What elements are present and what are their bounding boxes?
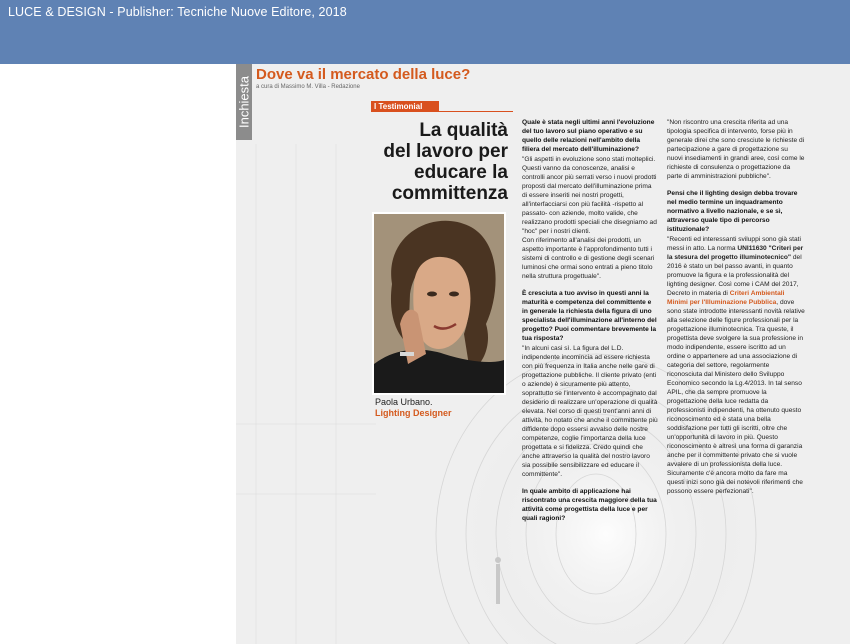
window-title: LUCE & DESIGN - Publisher: Tecniche Nuove Editore, 2018 <box>8 5 347 19</box>
portrait-photo <box>374 214 504 393</box>
answer: "Non riscontro una crescita riferita ad una tipologia specifica di intervento, forse più in generale direi che sono cresciute le richieste di partecipazione a gare di progettazione su nuovi insediamenti in grandi aree, così come le richieste di consulenza o progettazione da parte di amministrazioni pubbliche". <box>667 119 805 180</box>
answer: "Gli aspetti in evoluzione sono stati molteplici. Questi vanno da conoscenze, analisi e controlli ancor più serrati verso i nuovi prodotti proposti dal mercato dell'illuminazione prima di essere inseriti nei nostri progetti, all'interfacciarsi con più facilità -rispetto al passato- con aziende, molto valide, che realizzano prodotti speciali che disegniamo ad "hoc" per i nostri clienti. <box>522 156 657 235</box>
question: Quale è stata negli ultimi anni l'evoluzione del tuo lavoro sul piano operativo e su quello delle relazioni nell'ambito della filiera del mercato dell'illuminazione? <box>522 119 655 153</box>
answer: Con riferimento all'analisi dei prodotti, un aspetto importante è l'approfondimento tutti i sistemi di controllo e di gestione degli scenari luminosi che ormai sono entrati a pieno titolo nella struttura progettuale". <box>522 237 655 280</box>
text-column-1 <box>522 118 658 524</box>
title-line: educare la <box>414 162 508 183</box>
answer-text: "Recenti ed interessanti sviluppi sono già stati messi in atto. La norma <box>667 236 801 252</box>
answer-text: , dove sono state introdotte interessanti novità relative alla selezione delle figure professionali per la progettazione illuminotecnica. Tra queste, il progettista deve svolgere la sua professione in modo indipendente, essere iscritto ad un ordine o appartenere ad una associazione di categoria del settore, regolarmente riconosciuta dal Ministero dello Sviluppo Economico secondo la Lg.4/2013. In tal senso APIL, che da sempre promuove la progettazione della luce redatta da professionisti indipendenti, ha ottenuto questo riconoscimento ed è stata una bella soddisfazione per tutti gli iscritti, oltre che un'opportunità di lavoro in più. Questo riconoscimento è altresì una forma di garanzia anche per il committente privato che si vuole avvalere di un professionista della luce. Sicuramente c'è ancora molto da fare ma questi inizi sono già dei notevoli riferimenti che possono essere perfezionati". <box>667 299 805 495</box>
text-column-2 <box>667 118 805 504</box>
title-line: committenza <box>391 183 508 204</box>
curated-by: a cura di Massimo M. Villa - Redazione <box>256 84 360 90</box>
title-line: La qualità <box>419 120 508 141</box>
cam-reference: Criteri Ambientali Minimi per l'Illuminazione Pubblica <box>667 290 785 306</box>
question: Pensi che il lighting design debba trovare nel medio termine un inquadramento normativo a livello nazionale, e se sì, attraverso quale tipo di percorso istituzionale? <box>667 190 798 233</box>
answer-text: del 2016 è stato un bel passo avanti, in quanto promuove la figura e la professionalità del lighting designer. Così come i CAM del 2017, Decreto in materia di <box>667 254 802 297</box>
title-line: del lavoro per <box>383 141 508 162</box>
rubric-rule <box>439 111 513 112</box>
window-titlebar <box>0 0 850 64</box>
norm-reference: UNI11630 "Criteri per la stesura del progetto illuminotecnico" <box>667 245 804 261</box>
question: In quale ambito di applicazione hai riscontrato una crescita maggiore della tua attività come progettista della luce e per quali ragioni? <box>522 488 657 522</box>
section-headline: Dove va il mercato della luce? <box>256 66 471 83</box>
article-title <box>368 120 508 204</box>
section-tab <box>236 64 252 140</box>
rubric-badge: I Testimonial <box>371 101 439 112</box>
answer: "In alcuni casi sì. La figura del L.D. indipendente incomincia ad essere richiesta con più frequenza in Italia anche nelle gare di progettazione pubbliche. Il cliente privato (enti o aziende) è sicuramente più attento, soprattutto se l'intervento è accompagnato dal desiderio di realizzare un'operazione di qualità elevata. Nel corso di questi trent'anni anni di attività, ho notato che anche il committente più diffidente dopo essersi avvalso delle nostre competenze, coglie l'importanza della luce progettata e si fidelizza. Credo quindi che anche attraverso la qualità del nostro lavoro sia possibile sensibilizzare ed educare il committente". <box>522 345 658 478</box>
answer <box>667 235 805 496</box>
portrait-frame <box>372 212 506 395</box>
photo-caption-role: Lighting Designer <box>375 408 452 418</box>
question: È cresciuta a tuo avviso in questi anni la maturità e competenza del committente e in generale la richiesta della figura di uno specialista dell'illuminazione all'interno del progetto? Puoi commentare brevemente la tua risposta? <box>522 290 657 342</box>
photo-caption-name: Paola Urbano. <box>375 397 433 407</box>
magazine-page <box>236 64 850 644</box>
section-tab-label: Inchiesta <box>236 75 252 129</box>
